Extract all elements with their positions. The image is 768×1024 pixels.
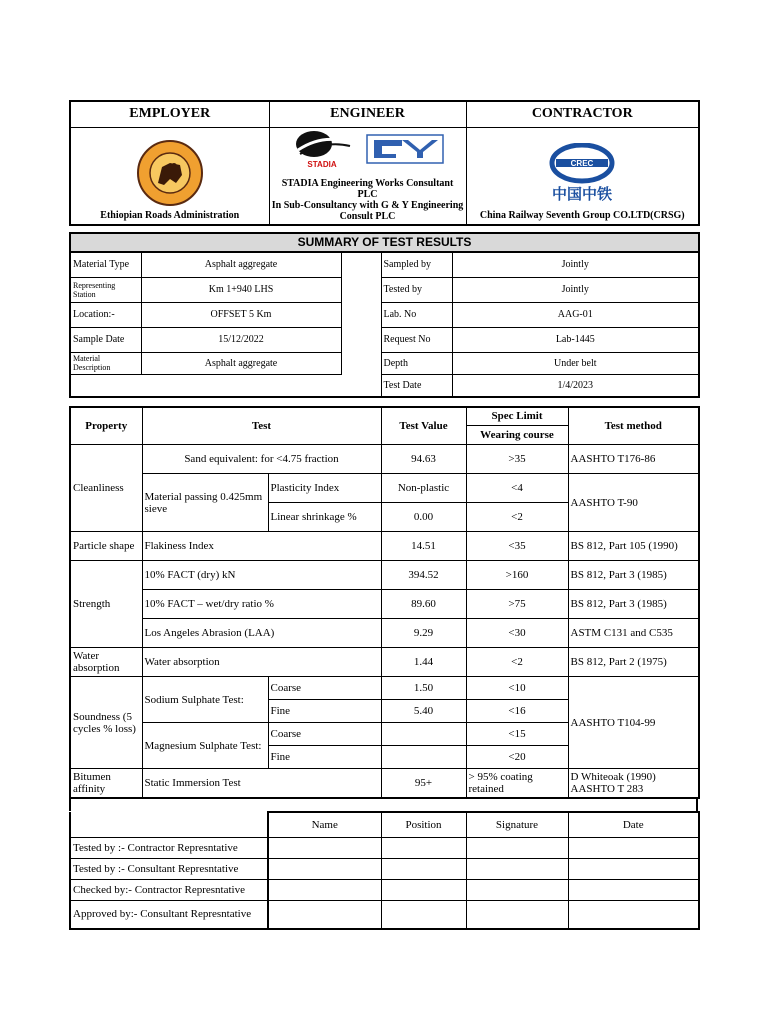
material-type-label: Material Type (70, 252, 141, 278)
engineer-org (272, 178, 464, 222)
era-logo (130, 139, 210, 207)
test-report-sheet (69, 100, 698, 930)
prop-cleanliness: Cleanliness (70, 445, 142, 532)
value-water-absorption: 1.44 (381, 648, 466, 677)
depth-value: Under belt (452, 352, 699, 374)
engineer-org-line3: Consult PLC (339, 210, 396, 222)
value-magnesium-coarse (381, 723, 466, 746)
summary-title: SUMMARY OF TEST RESULTS (70, 233, 699, 252)
tested-by-label: Tested by (381, 277, 452, 302)
date-field[interactable] (568, 900, 699, 929)
date-field[interactable] (568, 837, 699, 858)
crec-chinese-text: 中国中铁 (552, 184, 613, 203)
crec-logo-text: CREC (570, 158, 594, 168)
test-material-passing: Material passing 0.425mm sieve (142, 474, 268, 532)
col-wearing-course: Wearing course (466, 426, 568, 445)
method-plasticity: AASHTO T-90 (568, 474, 699, 532)
sample-date-value: 15/12/2022 (141, 327, 341, 352)
test-static-immersion: Static Immersion Test (142, 769, 381, 798)
position-field[interactable] (381, 837, 466, 858)
table-row (70, 445, 699, 474)
col-test: Test (142, 407, 381, 445)
test-laa: Los Angeles Abrasion (LAA) (142, 619, 381, 648)
spec-magnesium-fine: <20 (466, 746, 568, 769)
test-water-absorption: Water absorption (142, 648, 381, 677)
name-field[interactable] (268, 879, 381, 900)
date-field[interactable] (568, 858, 699, 879)
signoff-tested-consultant: Tested by :- Consultant Represntative (70, 858, 268, 879)
value-sodium-coarse: 1.50 (381, 677, 466, 700)
col-date: Date (568, 812, 699, 838)
test-sand-equivalent: Sand equivalent: for <4.75 fraction (142, 445, 381, 474)
spec-water-absorption: <2 (466, 648, 568, 677)
location-label: Location:- (70, 302, 141, 327)
spec-flakiness: <35 (466, 532, 568, 561)
test-fact-dry: 10% FACT (dry) kN (142, 561, 381, 590)
spec-fact-dry: >160 (466, 561, 568, 590)
signoff-row (70, 879, 699, 900)
sample-info-table (69, 232, 700, 398)
tested-by-value: Jointly (452, 277, 699, 302)
method-laa: ASTM C131 and C535 (568, 619, 699, 648)
table-row (70, 769, 699, 798)
magnesium-coarse-label: Coarse (268, 723, 381, 746)
spec-fact-ratio: >75 (466, 590, 568, 619)
name-field[interactable] (268, 858, 381, 879)
signoff-row (70, 837, 699, 858)
method-flakiness: BS 812, Part 105 (1990) (568, 532, 699, 561)
spec-laa: <30 (466, 619, 568, 648)
spacer (69, 799, 698, 811)
spec-magnesium-coarse: <15 (466, 723, 568, 746)
results-table (69, 406, 700, 799)
name-field[interactable] (268, 837, 381, 858)
prop-soundness: Soundness (5 cycles % loss) (70, 677, 142, 769)
signature-field[interactable] (466, 879, 568, 900)
table-row (70, 677, 699, 700)
sampled-by-label: Sampled by (381, 252, 452, 278)
employer-org: Ethiopian Roads Administration (100, 209, 240, 221)
position-field[interactable] (381, 858, 466, 879)
table-row (70, 590, 699, 619)
method-soundness: AASHTO T104-99 (568, 677, 699, 769)
request-no-value: Lab-1445 (452, 327, 699, 352)
signoff-table (69, 811, 700, 930)
signature-field[interactable] (466, 858, 568, 879)
position-field[interactable] (381, 900, 466, 929)
value-magnesium-fine (381, 746, 466, 769)
method-fact-ratio: BS 812, Part 3 (1985) (568, 590, 699, 619)
employer-heading: EMPLOYER (70, 101, 269, 127)
spec-linear-shrinkage: <2 (466, 503, 568, 532)
engineer-org-line1: STADIA Engineering Works Consultant PLC (281, 177, 454, 200)
col-signature: Signature (466, 812, 568, 838)
spec-plasticity-index: <4 (466, 474, 568, 503)
crec-logo (542, 143, 622, 207)
engineer-org-line2: In Sub-Consultancy with G & Y Engineering (271, 199, 464, 211)
sodium-fine-label: Fine (268, 700, 381, 723)
sample-date-label: Sample Date (70, 327, 141, 352)
value-flakiness: 14.51 (381, 532, 466, 561)
station-value: Km 1+940 LHS (141, 277, 341, 302)
col-position: Position (381, 812, 466, 838)
employer-cell (70, 127, 269, 225)
method-static-immersion (568, 769, 699, 798)
date-field[interactable] (568, 879, 699, 900)
stadia-logo-text: STADIA (306, 159, 337, 169)
material-desc-label: Material Description (70, 352, 141, 374)
spec-sodium-coarse: <10 (466, 677, 568, 700)
engineer-cell (269, 127, 466, 225)
test-plasticity-index: Plasticity Index (268, 474, 381, 503)
test-fact-ratio: 10% FACT – wet/dry ratio % (142, 590, 381, 619)
method-fact-dry: BS 812, Part 3 (1985) (568, 561, 699, 590)
test-date-value: 1/4/2023 (452, 374, 699, 397)
table-row (70, 619, 699, 648)
test-magnesium-sulphate: Magnesium Sulphate Test: (142, 723, 268, 769)
value-laa: 9.29 (381, 619, 466, 648)
prop-particle-shape: Particle shape (70, 532, 142, 561)
value-static-immersion: 95+ (381, 769, 466, 798)
value-fact-ratio: 89.60 (381, 590, 466, 619)
contractor-heading: CONTRACTOR (466, 101, 699, 127)
request-no-label: Request No (381, 327, 452, 352)
value-linear-shrinkage: 0.00 (381, 503, 466, 532)
prop-water-absorption: Water absorption (70, 648, 142, 677)
lab-no-value: AAG-01 (452, 302, 699, 327)
sampled-by-value: Jointly (452, 252, 699, 278)
gy-logo (366, 134, 444, 164)
signoff-row (70, 858, 699, 879)
col-property: Property (70, 407, 142, 445)
magnesium-fine-label: Fine (268, 746, 381, 769)
position-field[interactable] (381, 879, 466, 900)
table-row (70, 561, 699, 590)
spec-sand-equivalent: >35 (466, 445, 568, 474)
value-fact-dry: 394.52 (381, 561, 466, 590)
lab-no-label: Lab. No (381, 302, 452, 327)
col-spec-limit: Spec Limit (466, 407, 568, 426)
table-row (70, 474, 699, 503)
engineer-heading: ENGINEER (269, 101, 466, 127)
station-label: Representing Station (70, 277, 141, 302)
method-static-line1: D Whiteoak (1990) (570, 770, 656, 783)
test-date-label: Test Date (381, 374, 452, 397)
name-field[interactable] (268, 900, 381, 929)
col-test-method: Test method (568, 407, 699, 445)
method-sand-equivalent: AASHTO T176-86 (568, 445, 699, 474)
method-static-line2: AASHTO T 283 (570, 782, 644, 795)
signoff-checked-contractor: Checked by:- Contractor Represntative (70, 879, 268, 900)
material-type-value: Asphalt aggregate (141, 252, 341, 278)
location-value: OFFSET 5 Km (141, 302, 341, 327)
spacer (69, 398, 698, 406)
prop-bitumen-affinity: Bitumen affinity (70, 769, 142, 798)
value-sand-equivalent: 94.63 (381, 445, 466, 474)
prop-strength: Strength (70, 561, 142, 648)
depth-label: Depth (381, 352, 452, 374)
col-test-value: Test Value (381, 407, 466, 445)
signoff-approved-consultant: Approved by:- Consultant Represntative (70, 900, 268, 929)
signature-field[interactable] (466, 837, 568, 858)
table-row (70, 532, 699, 561)
signature-field[interactable] (466, 900, 568, 929)
stadia-logo (292, 128, 352, 170)
value-sodium-fine: 5.40 (381, 700, 466, 723)
col-name: Name (268, 812, 381, 838)
signoff-row (70, 900, 699, 929)
table-row (70, 648, 699, 677)
sodium-coarse-label: Coarse (268, 677, 381, 700)
contractor-cell (466, 127, 699, 225)
test-sodium-sulphate: Sodium Sulphate Test: (142, 677, 268, 723)
value-plasticity-index: Non-plastic (381, 474, 466, 503)
contractor-org: China Railway Seventh Group CO.LTD(CRSG) (479, 209, 685, 221)
signoff-tested-contractor: Tested by :- Contractor Represntative (70, 837, 268, 858)
material-desc-value: Asphalt aggregate (141, 352, 341, 374)
spec-static-immersion: > 95% coating retained (466, 769, 568, 798)
spec-sodium-fine: <16 (466, 700, 568, 723)
test-linear-shrinkage: Linear shrinkage % (268, 503, 381, 532)
method-water-absorption: BS 812, Part 2 (1975) (568, 648, 699, 677)
header-table (69, 100, 700, 226)
test-flakiness: Flakiness Index (142, 532, 381, 561)
